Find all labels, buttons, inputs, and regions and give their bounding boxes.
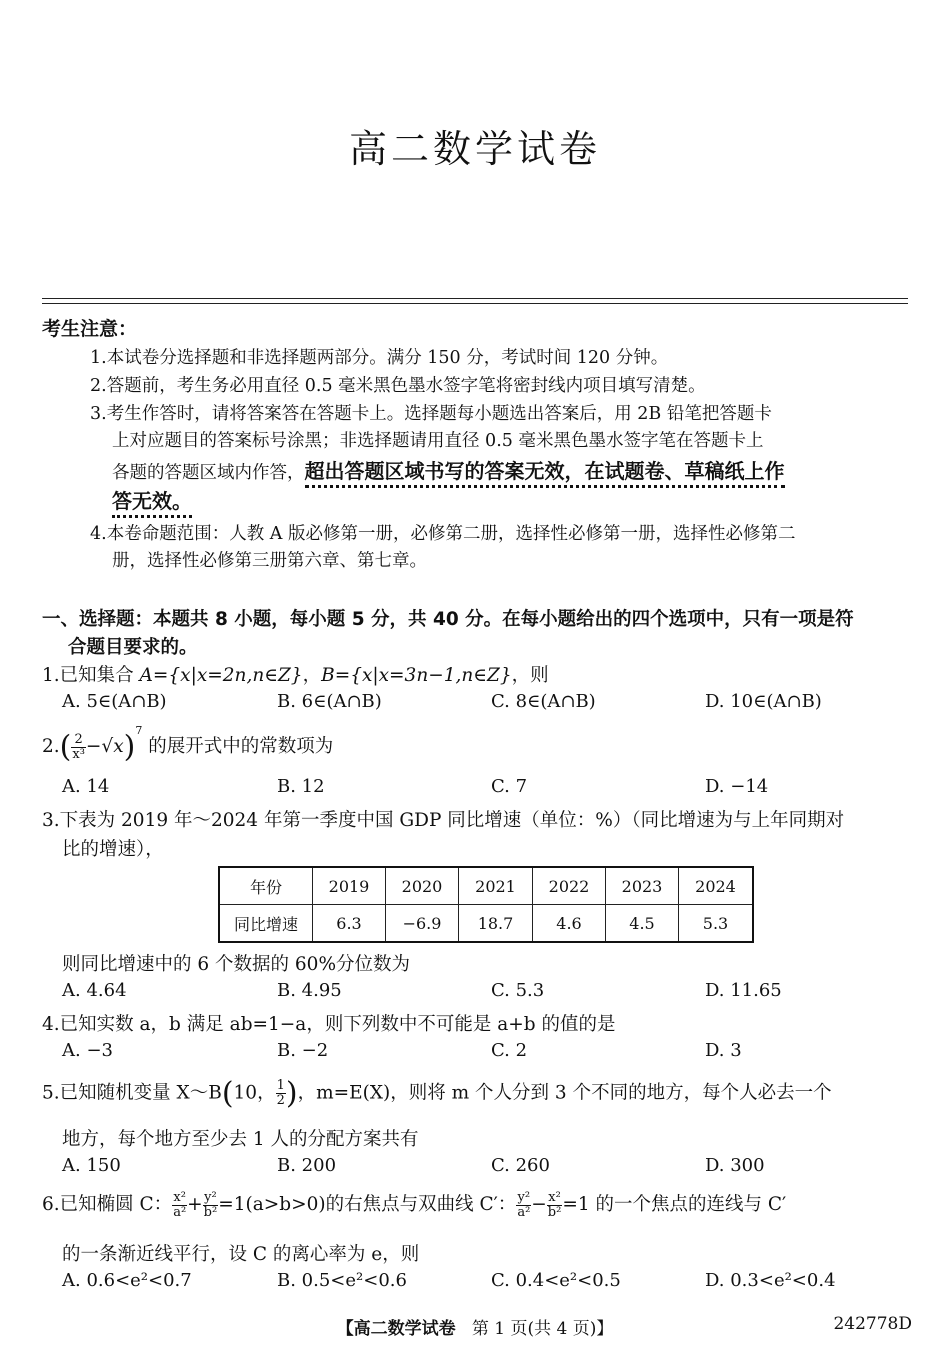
q6-f1-den: a² bbox=[173, 1204, 187, 1220]
q4-option-c: C. 2 bbox=[491, 1040, 528, 1061]
notice-item-1: 1.本试卷分选择题和非选择题两部分。满分 150 分，考试时间 120 分钟。 bbox=[90, 348, 669, 368]
q1-mid: ， bbox=[302, 665, 322, 686]
q6-mid: =1(a>b>0)的右焦点与双曲线 C′： bbox=[218, 1194, 517, 1215]
table-cell: 2021 bbox=[459, 867, 533, 905]
q2-text: 的展开式中的常数项为 bbox=[148, 736, 334, 757]
notice-heading: 考生注意： bbox=[42, 318, 138, 340]
notice-item-3-emphasis: 超出答题区域书写的答案无效，在试题卷、草稿纸上作 bbox=[305, 459, 785, 488]
q1-option-c: C. 8∈(A∩B) bbox=[491, 691, 596, 712]
q1-post: ，则 bbox=[511, 665, 549, 686]
table-cell: 同比增速 bbox=[219, 905, 313, 943]
q6-option-d: D. 0.3<e²<0.4 bbox=[705, 1270, 836, 1291]
q3-option-d: D. 11.65 bbox=[705, 980, 782, 1001]
q6-f2-num: y² bbox=[204, 1189, 217, 1205]
table-cell: 2019 bbox=[313, 867, 386, 905]
notice-item-3-normal: 各题的答题区域内作答， bbox=[112, 463, 305, 483]
question-6-line-2: 的一条渐近线平行，设 C 的离心率为 e，则 bbox=[62, 1244, 420, 1265]
divider-bottom bbox=[42, 303, 908, 304]
q1-option-a: A. 5∈(A∩B) bbox=[62, 691, 167, 712]
notice-item-4-line-2: 册，选择性必修第三册第六章、第七章。 bbox=[112, 551, 427, 571]
q5-rparen: ) bbox=[285, 1076, 298, 1111]
table-cell: 2023 bbox=[606, 867, 679, 905]
q5-post: ，m=E(X)，则将 m 个人分到 3 个不同的地方，每个人必去一个 bbox=[297, 1082, 832, 1104]
paper-code: 242778D bbox=[833, 1314, 912, 1334]
q2-lparen: ( bbox=[59, 729, 72, 765]
table-cell: 4.5 bbox=[606, 905, 679, 943]
q1-pre: 1.已知集合 bbox=[42, 665, 140, 686]
q2-fraction bbox=[71, 733, 86, 762]
q4-option-b: B. −2 bbox=[277, 1040, 329, 1061]
q6-post: =1 的一个焦点的连线与 C′ bbox=[562, 1194, 787, 1215]
q4-option-d: D. 3 bbox=[705, 1040, 742, 1061]
q5-frac-den: 2 bbox=[276, 1093, 285, 1108]
q6-plus: + bbox=[187, 1194, 203, 1215]
q6-f4-num: x² bbox=[548, 1189, 561, 1205]
notice-item-4-line-1: 4.本卷命题范围：人教 A 版必修第一册，必修第二册，选择性必修第一册，选择性必修第二 bbox=[90, 524, 796, 544]
notice-item-3-line-2: 上对应题目的答案标号涂黑；非选择题请用直径 0.5 毫米黑色墨水签字笔在答题卡上 bbox=[112, 431, 764, 451]
q6-frac-2 bbox=[203, 1191, 219, 1220]
q6-frac-3 bbox=[516, 1191, 531, 1220]
q1-option-b: B. 6∈(A∩B) bbox=[277, 691, 382, 712]
q2-sqrt-term: −√x bbox=[85, 736, 124, 757]
q5-option-d: D. 300 bbox=[705, 1155, 765, 1176]
table-cell: 4.6 bbox=[533, 905, 606, 943]
table-cell: 年份 bbox=[219, 867, 313, 905]
q6-f2-den: b² bbox=[203, 1204, 218, 1220]
table-row bbox=[219, 905, 753, 943]
q1-set-a: A={x|x=2n,n∈Z} bbox=[139, 665, 303, 686]
table-header-row bbox=[219, 867, 753, 905]
q5-option-b: B. 200 bbox=[277, 1155, 337, 1176]
section-1-heading: 一、选择题：本题共 8 小题，每小题 5 分，共 40 分。在每小题给出的四个选项中，只有一项是符 bbox=[42, 609, 854, 630]
table-cell: 5.3 bbox=[679, 905, 754, 943]
question-6-stem bbox=[42, 1190, 786, 1220]
q1-set-b: B={x|x=3n−1,n∈Z} bbox=[321, 665, 512, 686]
q2-power: 7 bbox=[135, 724, 143, 737]
table-cell: 2024 bbox=[679, 867, 754, 905]
q2-frac-num: 2 bbox=[71, 733, 86, 748]
table-cell: −6.9 bbox=[386, 905, 459, 943]
q6-option-c: C. 0.4<e²<0.5 bbox=[491, 1270, 621, 1291]
q6-option-b: B. 0.5<e²<0.6 bbox=[277, 1270, 407, 1291]
q2-frac-den: x³ bbox=[72, 746, 85, 762]
notice-item-2: 2.答题前，考生务必用直径 0.5 毫米黑色墨水签字笔将密封线内项目填写清楚。 bbox=[90, 376, 706, 396]
q6-frac-1 bbox=[172, 1191, 187, 1220]
q3-option-c: C. 5.3 bbox=[491, 980, 545, 1001]
question-3-after: 则同比增速中的 6 个数据的 60%分位数为 bbox=[62, 954, 411, 975]
question-2-stem bbox=[42, 724, 333, 765]
q4-option-a: A. −3 bbox=[62, 1040, 113, 1061]
q1-option-d: D. 10∈(A∩B) bbox=[705, 691, 822, 712]
question-1-stem bbox=[42, 661, 549, 687]
question-5-line-2: 地方，每个地方至少去 1 人的分配方案共有 bbox=[62, 1129, 419, 1150]
q2-rparen: ) bbox=[123, 729, 136, 765]
q6-f1-num: x² bbox=[173, 1189, 186, 1205]
question-3-line-2: 比的增速）， bbox=[62, 839, 164, 860]
q5-frac-num: 1 bbox=[276, 1078, 285, 1093]
gdp-table bbox=[218, 866, 754, 943]
q2-option-a: A. 14 bbox=[62, 776, 110, 797]
q2-option-b: B. 12 bbox=[277, 776, 325, 797]
table-cell: 6.3 bbox=[313, 905, 386, 943]
notice-item-3-emphasis-end: 答无效。 bbox=[112, 489, 192, 518]
q5-pre: 5.已知随机变量 X～B bbox=[42, 1082, 222, 1104]
footer-page-number: 第 1 页(共 4 页)】 bbox=[471, 1319, 614, 1339]
q6-option-a: A. 0.6<e²<0.7 bbox=[62, 1270, 192, 1291]
footer-paper-title: 【高二数学试卷 bbox=[336, 1319, 456, 1339]
question-4-stem: 4.已知实数 a，b 满足 ab=1−a，则下列数中不可能是 a+b 的值的是 bbox=[42, 1014, 616, 1035]
notice-item-3-line-3 bbox=[112, 455, 785, 484]
table-cell: 2020 bbox=[386, 867, 459, 905]
q6-f3-den: a² bbox=[517, 1204, 531, 1220]
section-1-heading-cont: 合题目要求的。 bbox=[68, 637, 198, 658]
q6-minus: − bbox=[531, 1194, 547, 1215]
q2-num: 2. bbox=[42, 736, 60, 757]
notice-item-3-line-1: 3.考生作答时，请将答案答在答题卡上。选择题每小题选出答案后，用 2B 铅笔把答题卡 bbox=[90, 404, 772, 424]
q3-option-a: A. 4.64 bbox=[62, 980, 127, 1001]
page-footer bbox=[0, 1314, 950, 1339]
table-cell: 18.7 bbox=[459, 905, 533, 943]
q2-option-c: C. 7 bbox=[491, 776, 528, 797]
notice-item-3-line-4 bbox=[112, 485, 192, 514]
q5-option-c: C. 260 bbox=[491, 1155, 550, 1176]
divider-top bbox=[42, 298, 908, 299]
q6-pre: 6.已知椭圆 C： bbox=[42, 1194, 173, 1215]
page-title: 高二数学试卷 bbox=[348, 127, 601, 171]
q3-option-b: B. 4.95 bbox=[277, 980, 342, 1001]
q5-arg: 10， bbox=[233, 1082, 276, 1104]
question-5-stem bbox=[42, 1076, 832, 1111]
q5-fraction bbox=[276, 1079, 286, 1108]
q5-option-a: A. 150 bbox=[62, 1155, 121, 1176]
q6-f4-den: b² bbox=[547, 1204, 562, 1220]
q5-lparen: ( bbox=[221, 1076, 234, 1111]
q6-frac-4 bbox=[547, 1191, 563, 1220]
table-cell: 2022 bbox=[533, 867, 606, 905]
q6-f3-num: y² bbox=[517, 1189, 531, 1205]
q2-option-d: D. −14 bbox=[705, 776, 769, 797]
question-3-line-1: 3.下表为 2019 年～2024 年第一季度中国 GDP 同比增速（单位：%）（同比增速为与上年同期对 bbox=[42, 810, 845, 831]
